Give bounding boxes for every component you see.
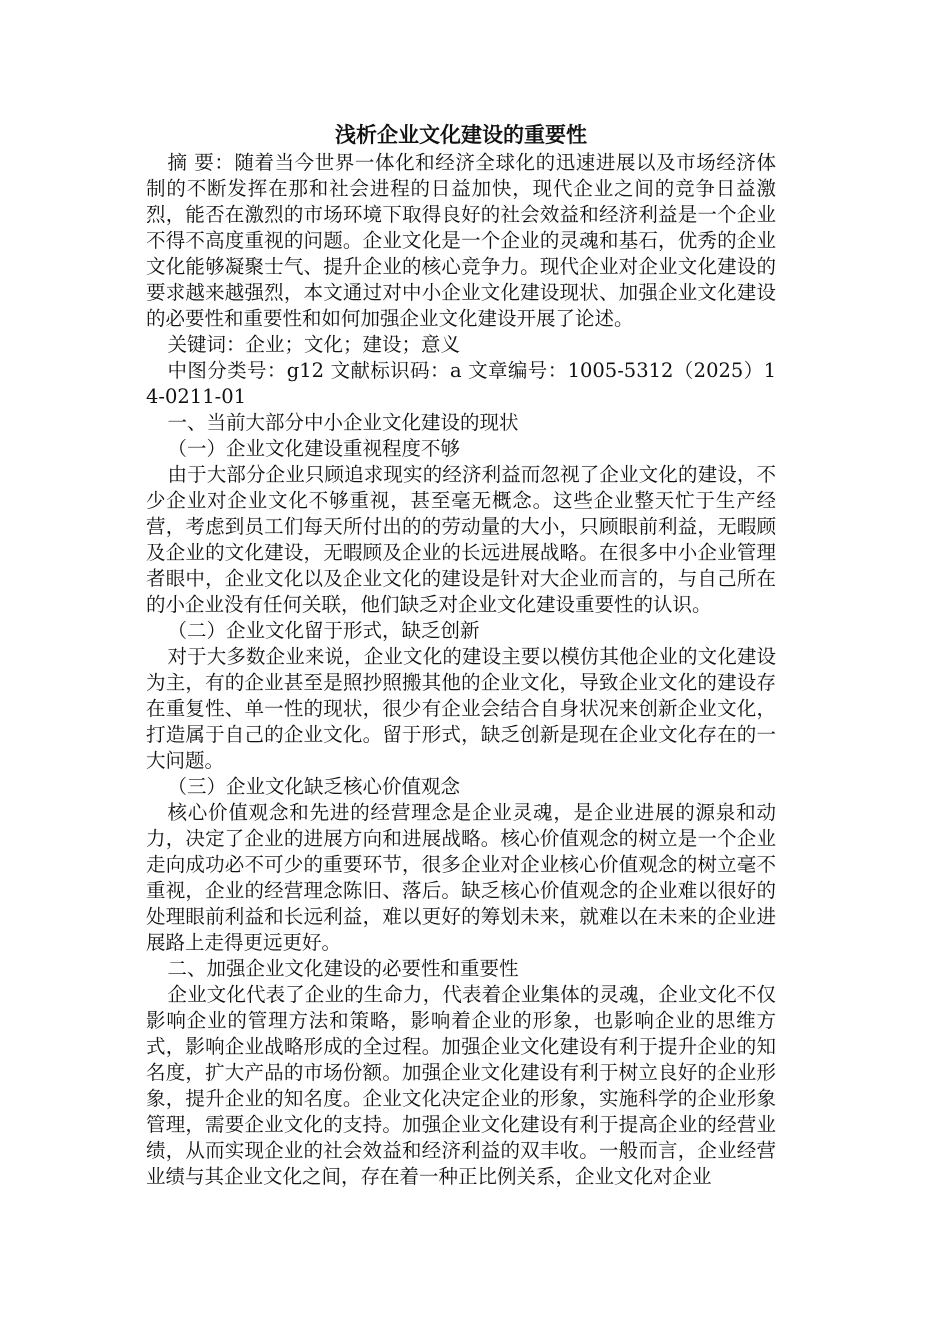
subsection-heading-1: （一）企业文化建设重视程度不够 [167, 437, 460, 460]
section-heading-2: 二、加强企业文化建设的必要性和重要性 [167, 957, 519, 980]
subsection-heading-3: （三）企业文化缺乏核心价值观念 [167, 775, 460, 798]
body-paragraph-2: 对于大多数企业来说，企业文化的建设主要以模仿其他企业的文化建设为主，有的企业甚至是照抄照搬其他的企业文化，导致企业文化的建设存在重复性、单一性的现状，很少有企业会结合自身状况来创新企业文化，打造属于自己的企业文化。留于形式，缺乏创新是现在企业文化存在的一大问题。 [146, 645, 776, 772]
subsection-heading-2: （二）企业文化留于形式，缺乏创新 [167, 619, 480, 642]
keywords-line: 关键词：企业；文化；建设；意义 [167, 333, 460, 356]
article-body [146, 120, 776, 1190]
abstract-paragraph: 摘 要：随着当今世界一体化和经济全球化的迅速进展以及市场经济体制的不断发挥在那和社会进程的日益加快，现代企业之间的竞争日益激烈，能否在激烈的市场环境下取得良好的社会效益和经济利益是一个企业不得不高度重视的问题。企业文化是一个企业的灵魂和基石，优秀的企业文化能够凝聚士气、提升企业的核心竞争力。现代企业对企业文化建设的要求越来越强烈，本文通过对中小企业文化建设现状、加强企业文化建设的必要性和重要性和如何加强企业文化建设开展了论述。 [146, 151, 776, 330]
article-title: 浅析企业文化建设的重要性 [335, 122, 587, 147]
section-heading-1: 一、当前大部分中小企业文化建设的现状 [167, 411, 519, 434]
body-paragraph-3: 核心价值观念和先进的经营理念是企业灵魂，是企业进展的源泉和动力，决定了企业的进展方向和进展战略。核心价值观念的树立是一个企业走向成功必不可少的重要环节，很多企业对企业核心价值观念的树立毫不重视，企业的经营理念陈旧、落后。缺乏核心价值观念的企业难以很好的处理眼前利益和长远利益，难以更好的筹划未来，就难以在未来的企业进展路上走得更远更好。 [146, 801, 776, 954]
body-paragraph-1: 由于大部分企业只顾追求现实的经济利益而忽视了企业文化的建设，不少企业对企业文化不够重视，甚至毫无概念。这些企业整天忙于生产经营，考虑到员工们每天所付出的的劳动量的大小，只顾眼前利益，无暇顾及企业的文化建设，无暇顾及企业的长远进展战略。在很多中小企业管理者眼中，企业文化以及企业文化的建设是针对大企业而言的，与自己所在的小企业没有任何关联，他们缺乏对企业文化建设重要性的认识。 [146, 463, 776, 616]
classification-line: 中图分类号：g12 文献标识码：a 文章编号：1005-5312（2025）14-0211-01 [146, 359, 776, 408]
body-paragraph-4: 企业文化代表了企业的生命力，代表着企业集体的灵魂，企业文化不仅影响企业的管理方法和策略，影响着企业的形象，也影响企业的思维方式，影响企业战略形成的全过程。加强企业文化建设有利于提升企业的知名度，扩大产品的市场份额。加强企业文化建设有利于树立良好的企业形象，提升企业的知名度。企业文化决定企业的形象，实施科学的企业形象管理，需要企业文化的支持。加强企业文化建设有利于提高企业的经营业绩，从而实现企业的社会效益和经济利益的双丰收。一般而言，企业经营业绩与其企业文化之间，存在着一种正比例关系，企业文化对企业 [146, 983, 776, 1188]
